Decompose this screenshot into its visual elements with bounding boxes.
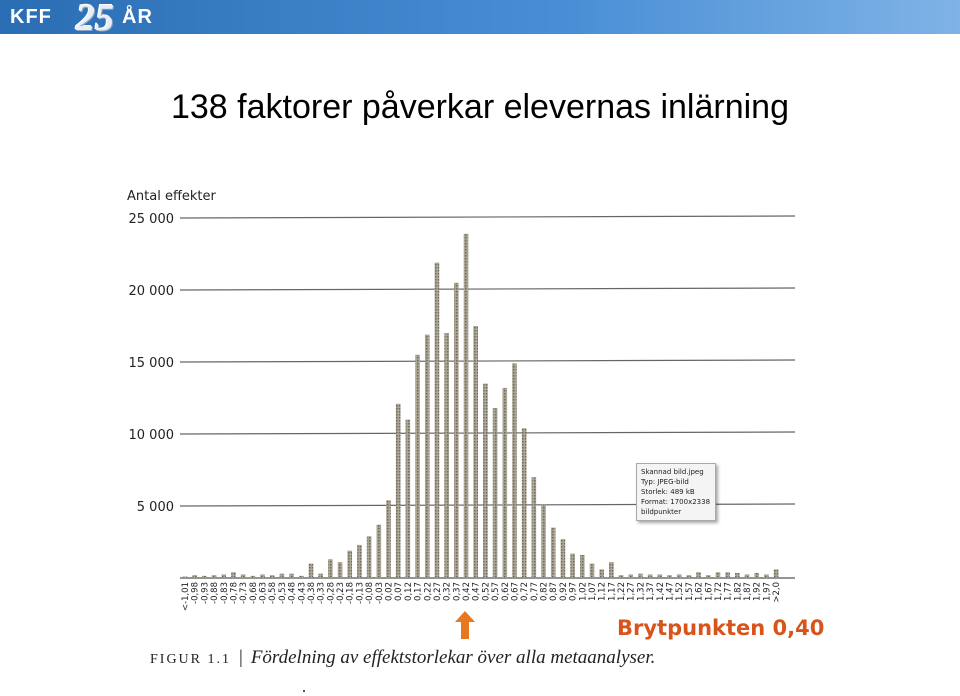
- bar: [725, 572, 730, 578]
- bar: [658, 574, 663, 578]
- bar: [716, 572, 721, 578]
- bar: [444, 333, 449, 578]
- x-tick-label: >2,0: [772, 582, 783, 603]
- x-tick-label: -0,28: [326, 582, 337, 604]
- bar: [221, 574, 226, 578]
- bar: [754, 573, 759, 578]
- bar: [289, 574, 294, 578]
- bar: [280, 574, 285, 578]
- gridline: [180, 288, 795, 290]
- x-tick-label: 0,57: [491, 582, 502, 601]
- x-tick-label: 1,27: [626, 582, 637, 601]
- x-tick-label: 1,77: [723, 582, 734, 601]
- slide-title: 138 faktorer påverkar elevernas inlärning: [170, 88, 789, 126]
- bar: [745, 574, 750, 578]
- x-tick-label: -0,33: [316, 582, 327, 604]
- x-tick-label: -0,43: [297, 582, 308, 604]
- bar: [706, 575, 711, 578]
- bar: [687, 575, 692, 578]
- x-tick-label: <-1,01: [181, 582, 191, 612]
- x-tick-label: 1,67: [704, 582, 715, 601]
- bar: [502, 388, 507, 578]
- bar: [532, 477, 537, 578]
- x-tick-label: -0,58: [268, 582, 279, 604]
- bar: [231, 572, 236, 578]
- bar: [454, 283, 459, 578]
- x-tick-label: -0,73: [239, 582, 250, 604]
- bar: [580, 555, 585, 578]
- x-tick-label: 0,87: [549, 582, 560, 601]
- bar: [483, 384, 488, 578]
- x-tick-label: -0,98: [190, 582, 201, 604]
- bar: [696, 572, 701, 578]
- x-tick-label: 0,72: [520, 582, 531, 601]
- tooltip-line: Format: 1700x2338: [641, 498, 711, 506]
- x-tick-label: 1,52: [675, 582, 686, 601]
- bar: [599, 569, 604, 578]
- effect-size-chart: [0, 180, 960, 620]
- bar: [541, 505, 546, 578]
- bar: [357, 545, 362, 578]
- x-tick-label: 1,57: [684, 582, 695, 601]
- up-arrow-icon: [455, 611, 475, 639]
- bar: [270, 575, 275, 578]
- bar: [406, 420, 411, 578]
- bar: [212, 575, 217, 578]
- x-tick-label: -0,03: [374, 582, 385, 604]
- x-tick-label: 1,87: [743, 582, 754, 601]
- figure-label: FIGUR 1.1: [150, 652, 232, 667]
- bar: [377, 525, 382, 578]
- x-tick-label: 1,92: [752, 582, 763, 601]
- x-tick-label: 1,22: [617, 582, 628, 601]
- bar: [667, 575, 672, 578]
- bar: [648, 574, 653, 578]
- bar: [328, 559, 333, 578]
- bar: [619, 575, 624, 578]
- bar: [512, 363, 517, 578]
- tooltip-line: bildpunkter: [641, 508, 682, 516]
- x-tick-label: 0,97: [568, 582, 579, 601]
- bar: [522, 428, 527, 578]
- figure-caption: [150, 647, 655, 669]
- header-bar: [0, 0, 960, 39]
- x-tick-label: 1,12: [597, 582, 608, 601]
- bar: [183, 577, 188, 578]
- x-tick-label: 0,17: [413, 582, 424, 601]
- x-tick-label: 0,02: [384, 582, 395, 601]
- bar: [473, 326, 478, 578]
- x-tick-label: 0,67: [510, 582, 521, 601]
- x-tick-label: -0,48: [287, 582, 298, 604]
- bar: [590, 564, 595, 578]
- bar: [551, 528, 556, 578]
- x-tick-label: 1,02: [578, 582, 589, 601]
- caption-text: Fördelning av effektstorlekar över alla metaanalyser.: [250, 647, 656, 668]
- x-tick-label: -0,83: [219, 582, 230, 604]
- bar: [192, 575, 197, 578]
- bar: [677, 574, 682, 578]
- tooltip-line: Typ: JPEG-bild: [641, 478, 689, 486]
- bar: [609, 562, 614, 578]
- bar: [638, 574, 643, 578]
- bar: [318, 574, 323, 578]
- bar: [347, 551, 352, 578]
- x-tick-label: -0,18: [345, 582, 356, 604]
- bar: [241, 574, 246, 578]
- y-tick-label: 15 000: [128, 356, 174, 371]
- x-tick-label: 1,42: [655, 582, 666, 601]
- x-tick-label: 0,42: [462, 582, 473, 601]
- bar: [251, 576, 256, 578]
- bar: [561, 539, 566, 578]
- logo-suffix: ÅR: [122, 6, 153, 28]
- x-tick-label: 0,62: [500, 582, 511, 601]
- x-tick-label: 1,97: [762, 582, 773, 601]
- image-info-tooltip: [636, 463, 716, 521]
- y-tick-label: 20 000: [128, 284, 174, 299]
- tooltip-line: Storlek: 489 kB: [641, 488, 695, 496]
- x-tick-label: 0,22: [423, 582, 434, 601]
- bar: [764, 574, 769, 578]
- x-tick-label: -0,08: [365, 582, 376, 604]
- x-tick-label: 1,62: [694, 582, 705, 601]
- x-tick-label: -0,68: [248, 582, 259, 604]
- bar: [260, 574, 265, 578]
- logo-number: 25: [76, 0, 114, 39]
- x-tick-label: 0,47: [471, 582, 482, 601]
- y-tick-label: 10 000: [128, 428, 174, 443]
- bar: [299, 576, 304, 578]
- bar: [386, 500, 391, 578]
- x-tick-label: -0,63: [258, 582, 269, 604]
- bar: [202, 576, 207, 578]
- decorative-dot: [303, 690, 305, 692]
- x-tick-label: 0,37: [452, 582, 463, 601]
- bar: [338, 562, 343, 578]
- bar: [435, 263, 440, 578]
- bar: [570, 554, 575, 578]
- x-tick-label: 1,47: [665, 582, 676, 601]
- y-axis-label: Antal effekter: [127, 189, 216, 204]
- x-tick-label: 1,32: [636, 582, 647, 601]
- bar: [774, 569, 779, 578]
- bar: [425, 335, 430, 578]
- x-tick-label: -0,23: [336, 582, 347, 604]
- bar: [464, 234, 469, 578]
- gridline: [180, 360, 795, 362]
- y-tick-label: 5 000: [136, 500, 174, 515]
- x-tick-label: -0,13: [355, 582, 366, 604]
- x-tick-label: 1,17: [607, 582, 618, 601]
- bar: [367, 536, 372, 578]
- x-tick-label: 1,82: [733, 582, 744, 601]
- breakpoint-label: Brytpunkten 0,40: [617, 616, 825, 640]
- x-tick-label: 0,82: [539, 582, 550, 601]
- x-tick-label: -0,53: [277, 582, 288, 604]
- x-tick-label: 0,32: [442, 582, 453, 601]
- x-tick-label: 1,37: [646, 582, 657, 601]
- x-tick-label: -0,78: [229, 582, 240, 604]
- gridline: [180, 216, 795, 218]
- logo-text: KFF: [10, 6, 52, 28]
- x-tick-label: 1,72: [713, 582, 724, 601]
- x-tick-label: -0,88: [210, 582, 221, 604]
- bar: [309, 564, 314, 578]
- bar: [735, 573, 740, 578]
- bar: [493, 408, 498, 578]
- x-tick-label: 0,92: [558, 582, 569, 601]
- tooltip-line: Skannad bild.jpeg: [641, 468, 704, 476]
- x-tick-label: -0,38: [306, 582, 317, 604]
- x-tick-label: 0,27: [432, 582, 443, 601]
- x-tick-label: 0,77: [529, 582, 540, 601]
- caption-separator: |: [239, 647, 243, 668]
- x-tick-label: 0,52: [481, 582, 492, 601]
- x-tick-label: 0,07: [394, 582, 405, 601]
- x-tick-label: 0,12: [403, 582, 414, 601]
- y-tick-label: 25 000: [128, 212, 174, 227]
- x-tick-label: 1,07: [587, 582, 598, 601]
- bar: [628, 574, 633, 578]
- bar: [396, 404, 401, 578]
- bar: [415, 355, 420, 578]
- x-tick-label: -0,93: [200, 582, 211, 604]
